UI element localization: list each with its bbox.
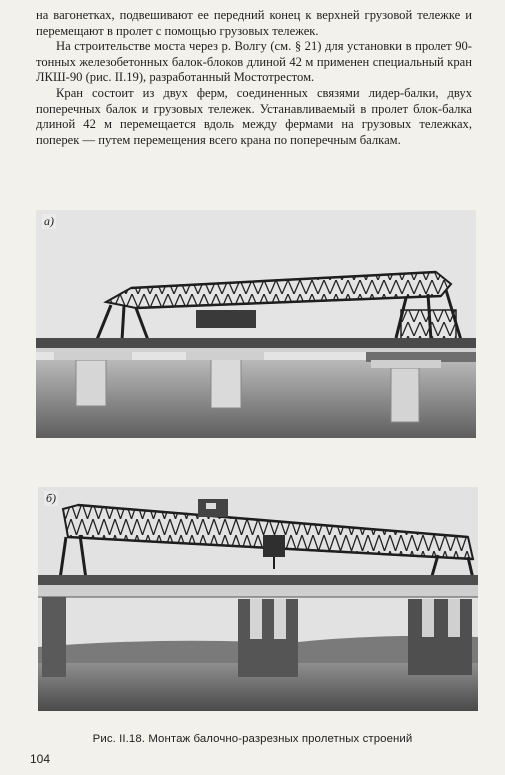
- photo-a-illustration: [36, 210, 476, 438]
- photo-b-label: б): [46, 491, 57, 505]
- paragraph-1: на вагонетках, подвешивают ее передний конец к верхней грузовой тележке и перемещают в пролет с помощью грузовых тележек.: [36, 8, 472, 38]
- photo-b-illustration: [38, 487, 478, 711]
- photo-a: [36, 210, 476, 438]
- paragraph-2: На строительстве моста через р. Волгу (см. § 21) для установки в пролет 90-тонных железобетонных балок-блоков длиной 42 м применен специальный кран ЛКШ-90 (рис. II.19), разработанный Мостотрестом.: [36, 39, 472, 85]
- figure-caption: Рис. II.18. Монтаж балочно-разрезных пролетных строений: [92, 733, 413, 745]
- body-text: [36, 8, 472, 148]
- paragraph-3: Кран состоит из двух ферм, соединенных связями лидер-балки, двух поперечных балок и грузовых тележек. Устанавливаемый в пролет блок-балка длиной 42 м перемещается вдоль между фермами на грузовых тележках, поперек — путем перемещения всего крана по поперечным балкам.: [36, 85, 472, 147]
- photo-b: [38, 487, 478, 711]
- page-number: 104: [30, 752, 51, 766]
- photo-a-label: а): [44, 214, 54, 228]
